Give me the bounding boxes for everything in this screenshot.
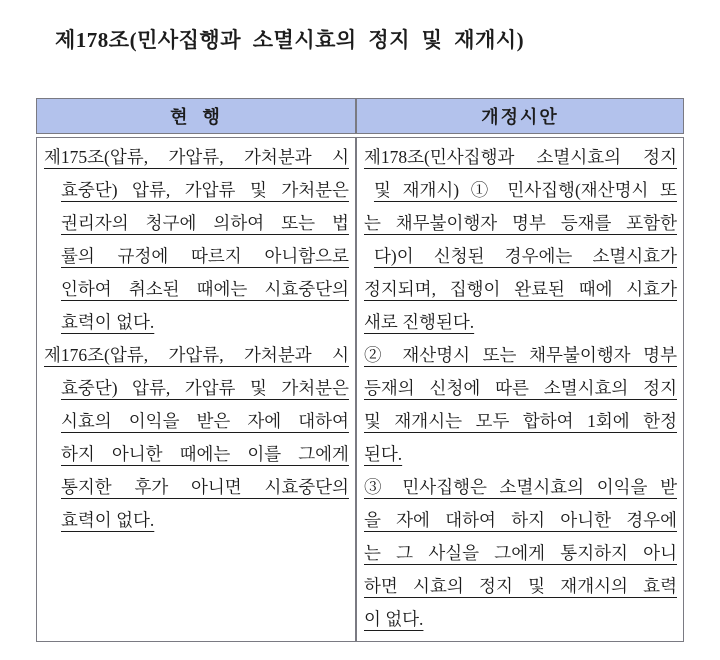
revised-draft-line: 는 채무불이행자 명부 등재를 포함한: [363, 213, 677, 233]
revised-draft-line: 하면 시효의 정지 및 재개시의 효력: [363, 576, 677, 596]
revised-draft-line: 및 재개시) ① 민사집행(재산명시 또: [373, 180, 677, 200]
revised-draft-line: ② 재산명시 또는 채무불이행자 명부: [363, 345, 677, 365]
current-law-line: 하지 아니한 때에는 이를 그에게: [61, 444, 349, 464]
revised-draft-line: 등재의 신청에 따른 소멸시효의 정지: [363, 378, 677, 398]
header-revised-draft: 개정시안: [356, 98, 684, 134]
revised-draft-line: 제178조(민사집행과 소멸시효의 정지: [363, 147, 677, 167]
current-law-line: 통지한 후가 아니면 시효중단의: [61, 477, 349, 497]
revised-draft-line: 다)이 신청된 경우에는 소멸시효가: [373, 246, 677, 266]
revised-draft-line: 는 그 사실을 그에게 통지하지 아니: [363, 543, 677, 563]
revised-draft-line: 된다.: [363, 444, 403, 464]
revised-draft-line: ③ 민사집행은 소멸시효의 이익을 받: [363, 477, 677, 497]
current-law-cell: [36, 137, 356, 642]
current-law-line: 권리자의 청구에 의하여 또는 법: [61, 213, 349, 233]
table-header-row: [36, 98, 684, 134]
current-law-line: 효력이 없다.: [61, 312, 155, 332]
revised-draft-line: 정지되며, 집행이 완료된 때에 시효가: [363, 279, 677, 299]
comparison-table-container: [36, 95, 684, 645]
current-law-line: 효중단) 압류, 가압류 및 가처분은: [61, 180, 349, 200]
table-body-row: [36, 137, 684, 642]
revised-draft-line: 새로 진행된다.: [363, 312, 475, 332]
revised-draft-line: 이 없다.: [363, 609, 424, 629]
current-law-line: 효중단) 압류, 가압류 및 가처분은: [61, 378, 349, 398]
law-revision-comparison-table: [36, 95, 684, 645]
current-law-line: 시효의 이익을 받은 자에 대하여: [61, 411, 349, 431]
current-law-line: 률의 규정에 따르지 아니함으로: [61, 246, 349, 266]
revised-draft-cell: [356, 137, 684, 642]
current-law-line: 효력이 없다.: [61, 510, 155, 530]
current-law-line: 인하여 취소된 때에는 시효중단의: [61, 279, 349, 299]
current-law-line: 제175조(압류, 가압류, 가처분과 시: [44, 147, 349, 167]
page-title: 제178조(민사집행과 소멸시효의 정지 및 재개시): [55, 28, 525, 52]
header-current-law: 현 행: [36, 98, 356, 134]
current-law-line: 제176조(압류, 가압류, 가처분과 시: [44, 345, 349, 365]
revised-draft-line: 및 재개시는 모두 합하여 1회에 한정: [363, 411, 677, 431]
revised-draft-line: 을 자에 대하여 하지 아니한 경우에: [363, 510, 677, 530]
